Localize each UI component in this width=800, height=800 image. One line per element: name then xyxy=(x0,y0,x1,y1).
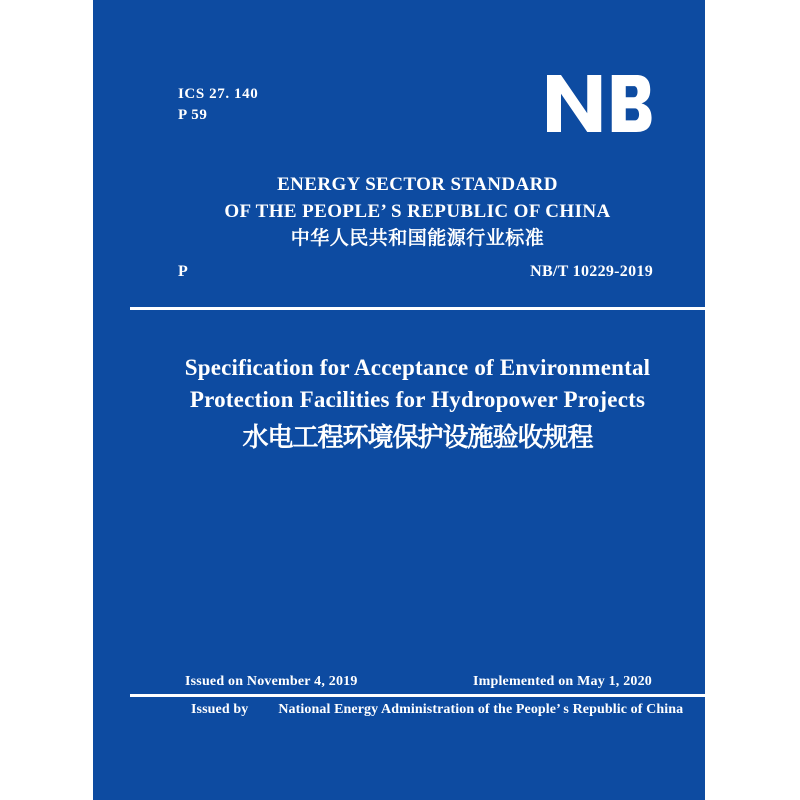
issuer-row xyxy=(191,701,684,718)
standard-number: NB/T 10229-2019 xyxy=(530,263,653,280)
doc-number-row xyxy=(130,262,705,282)
classification-block xyxy=(178,84,258,126)
implemented-date: Implemented on May 1, 2020 xyxy=(472,674,652,689)
ics-code: ICS 27. 140 xyxy=(178,86,259,102)
dates-row xyxy=(185,673,652,691)
header-line3-cn: 中华人民共和国能源行业标准 xyxy=(290,228,545,249)
title-block xyxy=(130,352,705,460)
standard-cover xyxy=(93,0,705,800)
divider-bottom xyxy=(130,694,705,697)
nb-logo xyxy=(547,75,652,132)
doc-class-code: P 59 xyxy=(178,107,208,123)
standard-header xyxy=(130,171,705,252)
header-line2: OF THE PEOPLE’ S REPUBLIC OF CHINA xyxy=(224,201,611,222)
title-en-line1: Specification for Acceptance of Environmental xyxy=(184,355,651,380)
header-line1: ENERGY SECTOR STANDARD xyxy=(277,174,558,195)
issued-by-label: Issued by xyxy=(191,702,249,717)
divider-top xyxy=(130,307,705,310)
title-en-line2: Protection Facilities for Hydropower Projects xyxy=(189,387,646,412)
issued-date: Issued on November 4, 2019 xyxy=(185,674,358,689)
title-cn: 水电工程环境保护设施验收规程 xyxy=(242,423,593,452)
class-letter: P xyxy=(178,263,188,280)
issuer-name: National Energy Administration of the People’ s Republic of China xyxy=(278,702,684,717)
